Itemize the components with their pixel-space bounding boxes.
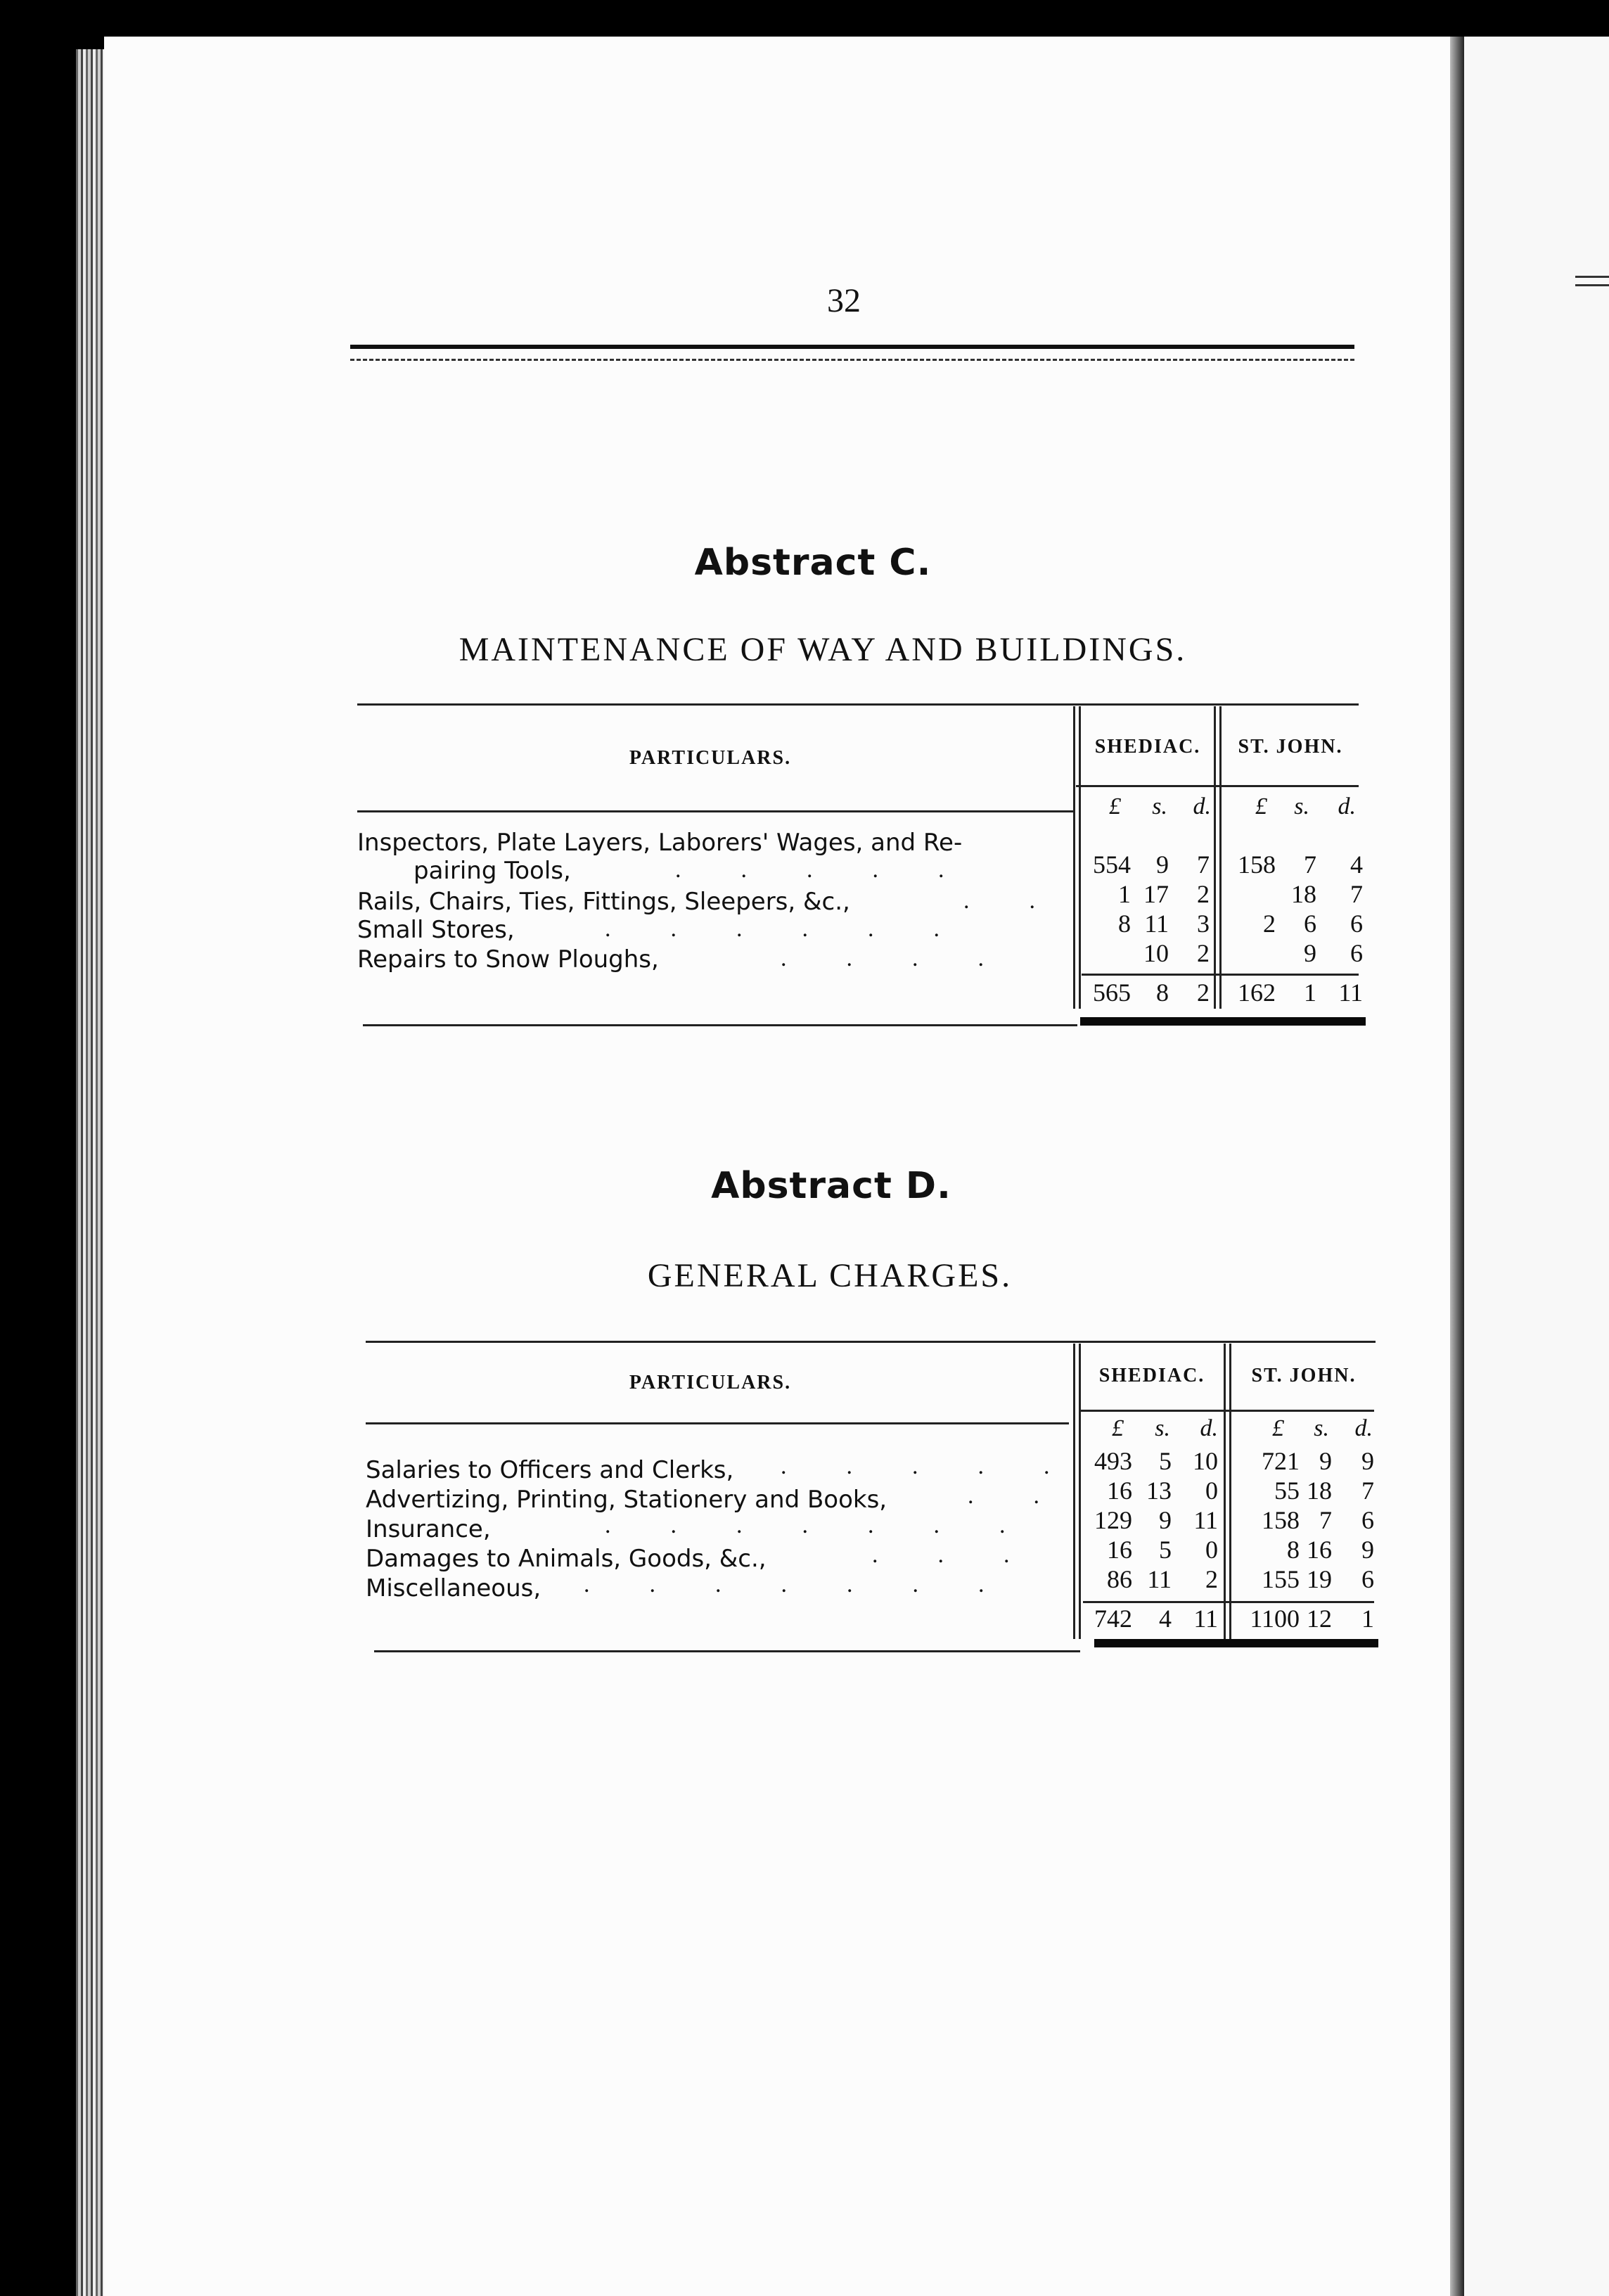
shediac-pence: 0 [1205,1536,1218,1564]
abstract-d-heading: GENERAL CHARGES. [647,1257,1013,1294]
page-number: 32 [827,282,861,319]
st-john-pence: 7 [1350,880,1363,908]
unit-pounds: £ [1109,793,1121,819]
column-header-particulars: PARTICULARS. [629,1372,792,1393]
table-bottom-rule [374,1650,1080,1652]
abstract-c-heading: MAINTENANCE OF WAY AND BUILDINGS. [459,631,1187,668]
st-john-pounds: 721 [1262,1447,1300,1475]
table-header-rule [1076,785,1359,787]
st-john-shillings: 16 [1307,1536,1332,1564]
row-label: Damages to Animals, Goods, &c., [366,1545,767,1573]
shediac-shillings: 13 [1146,1477,1172,1505]
shediac-shillings: 5 [1159,1447,1172,1475]
total-rule [1083,1601,1374,1603]
row-label: Insurance, [366,1515,491,1543]
st-john-shillings: 7 [1304,850,1316,879]
table-top-rule [366,1341,1376,1343]
row-label: Miscellaneous, [366,1574,541,1602]
shediac-shillings: 9 [1159,1506,1172,1534]
st-john-pence: 9 [1361,1536,1374,1564]
st-john-shillings: 7 [1319,1506,1332,1534]
shediac-pence: 3 [1197,910,1210,938]
st-john-pence: 6 [1350,939,1363,967]
unit-pounds: £ [1112,1415,1124,1441]
shediac-total-pence: 2 [1197,978,1210,1007]
column-header-shediac: SHEDIAC. [1094,736,1201,758]
column-header-particulars: PARTICULARS. [629,747,792,769]
table-header-rule [366,1422,1069,1424]
header-rule [350,345,1354,361]
unit-pence: d. [1354,1415,1373,1441]
st-john-shillings: 19 [1307,1565,1332,1593]
shediac-shillings: 9 [1156,850,1169,879]
leader-dots: . . [963,888,1035,914]
st-john-pounds: 155 [1262,1565,1300,1593]
row-label: Rails, Chairs, Ties, Fittings, Sleepers, &c., [357,888,850,916]
unit-shillings: s. [1294,793,1309,819]
table-bottom-rule [363,1024,1077,1026]
unit-pence: d. [1193,793,1211,819]
total-rule [1082,974,1359,976]
shediac-total-pence: 11 [1193,1605,1218,1633]
facing-page [1464,37,1609,2296]
column-divider [1079,1344,1081,1639]
leader-dots: . . . . . [781,1453,1050,1479]
row-label: Advertizing, Printing, Stationery and Books, [366,1486,887,1514]
st-john-pounds: 8 [1287,1536,1300,1564]
st-john-total-pounds: 1100 [1250,1605,1300,1633]
row-label: Inspectors, Plate Layers, Laborers' Wages, and Re- [357,829,963,857]
st-john-pence: 6 [1361,1565,1374,1593]
table-header-rule [357,810,1073,812]
shediac-pence: 10 [1193,1447,1218,1475]
st-john-total-pounds: 162 [1238,978,1276,1007]
abstract-d-title: Abstract D. [711,1165,951,1207]
st-john-pence: 4 [1350,850,1363,879]
row-label-continued: pairing Tools, [414,857,571,885]
st-john-pounds: 2 [1263,910,1276,938]
shediac-pounds: 16 [1107,1536,1132,1564]
leader-dots: . . . . . [675,857,944,883]
st-john-total-shillings: 1 [1304,978,1316,1007]
shediac-pounds: 8 [1118,910,1131,938]
row-label: Small Stores, [357,916,515,944]
leader-dots: . . . . . . . [584,1571,985,1597]
shediac-pounds: 554 [1093,850,1131,879]
st-john-pounds: 158 [1262,1506,1300,1534]
st-john-total-pence: 11 [1338,978,1363,1007]
abstract-c-title: Abstract C. [694,542,932,584]
column-divider [1214,706,1216,1009]
shediac-pence: 11 [1193,1506,1218,1534]
st-john-pounds: 55 [1274,1477,1300,1505]
st-john-shillings: 18 [1307,1477,1332,1505]
shediac-pounds: 493 [1094,1447,1132,1475]
st-john-total-pence: 1 [1361,1605,1374,1633]
row-label: Salaries to Officers and Clerks, [366,1456,734,1484]
shediac-pounds: 1 [1118,880,1131,908]
st-john-shillings: 9 [1304,939,1316,967]
facing-page-rule [1575,276,1609,278]
unit-pounds: £ [1255,793,1267,819]
shediac-shillings: 10 [1143,939,1169,967]
st-john-pence: 7 [1361,1477,1374,1505]
shediac-shillings: 11 [1147,1565,1172,1593]
shediac-shillings: 5 [1159,1536,1172,1564]
book-gutter-shadow [1450,37,1464,2296]
shediac-pence: 2 [1197,939,1210,967]
unit-shillings: s. [1152,793,1167,819]
shediac-pence: 7 [1197,850,1210,879]
st-john-pence: 6 [1361,1506,1374,1534]
st-john-total-shillings: 12 [1307,1605,1332,1633]
st-john-pence: 9 [1361,1447,1374,1475]
row-label: Repairs to Snow Ploughs, [357,945,659,974]
shediac-total-shillings: 4 [1159,1605,1172,1633]
unit-pounds: £ [1272,1415,1284,1441]
leader-dots: . . [968,1483,1039,1509]
st-john-pounds: 158 [1238,850,1276,879]
column-header-shediac: SHEDIAC. [1098,1365,1205,1386]
shediac-pence: 2 [1197,880,1210,908]
leader-dots: . . . . . . . [605,1512,1006,1538]
shediac-total-shillings: 8 [1156,978,1169,1007]
book-page-edge [76,49,104,2296]
unit-shillings: s. [1314,1415,1329,1441]
shediac-pounds: 129 [1094,1506,1132,1534]
shediac-pounds: 16 [1107,1477,1132,1505]
facing-page-rule [1575,284,1609,286]
unit-pence: d. [1338,793,1356,819]
shediac-pounds: 86 [1107,1565,1132,1593]
unit-shillings: s. [1155,1415,1170,1441]
table-header-rule [1079,1410,1374,1412]
column-divider [1079,706,1081,1009]
leader-dots: . . . . [781,945,984,971]
table-top-rule [357,703,1359,706]
shediac-pence: 0 [1205,1477,1218,1505]
column-divider [1224,1344,1226,1639]
total-thick-rule [1080,1017,1366,1026]
st-john-shillings: 6 [1304,910,1316,938]
column-divider [1229,1344,1231,1639]
shediac-total-pounds: 742 [1094,1605,1132,1633]
unit-pence: d. [1200,1415,1218,1441]
shediac-total-pounds: 565 [1093,978,1131,1007]
st-john-shillings: 18 [1291,880,1316,908]
column-header-st-john: ST. JOHN. [1238,736,1343,758]
shediac-pence: 2 [1205,1565,1218,1593]
total-thick-rule [1094,1639,1378,1647]
shediac-shillings: 17 [1143,880,1169,908]
column-divider [1073,706,1075,1009]
st-john-pence: 6 [1350,910,1363,938]
leader-dots: . . . [872,1542,1010,1568]
column-header-st-john: ST. JOHN. [1251,1365,1357,1386]
column-divider [1219,706,1222,1009]
st-john-shillings: 9 [1319,1447,1332,1475]
column-divider [1073,1344,1075,1639]
shediac-shillings: 11 [1144,910,1169,938]
leader-dots: . . . . . . [605,916,940,942]
